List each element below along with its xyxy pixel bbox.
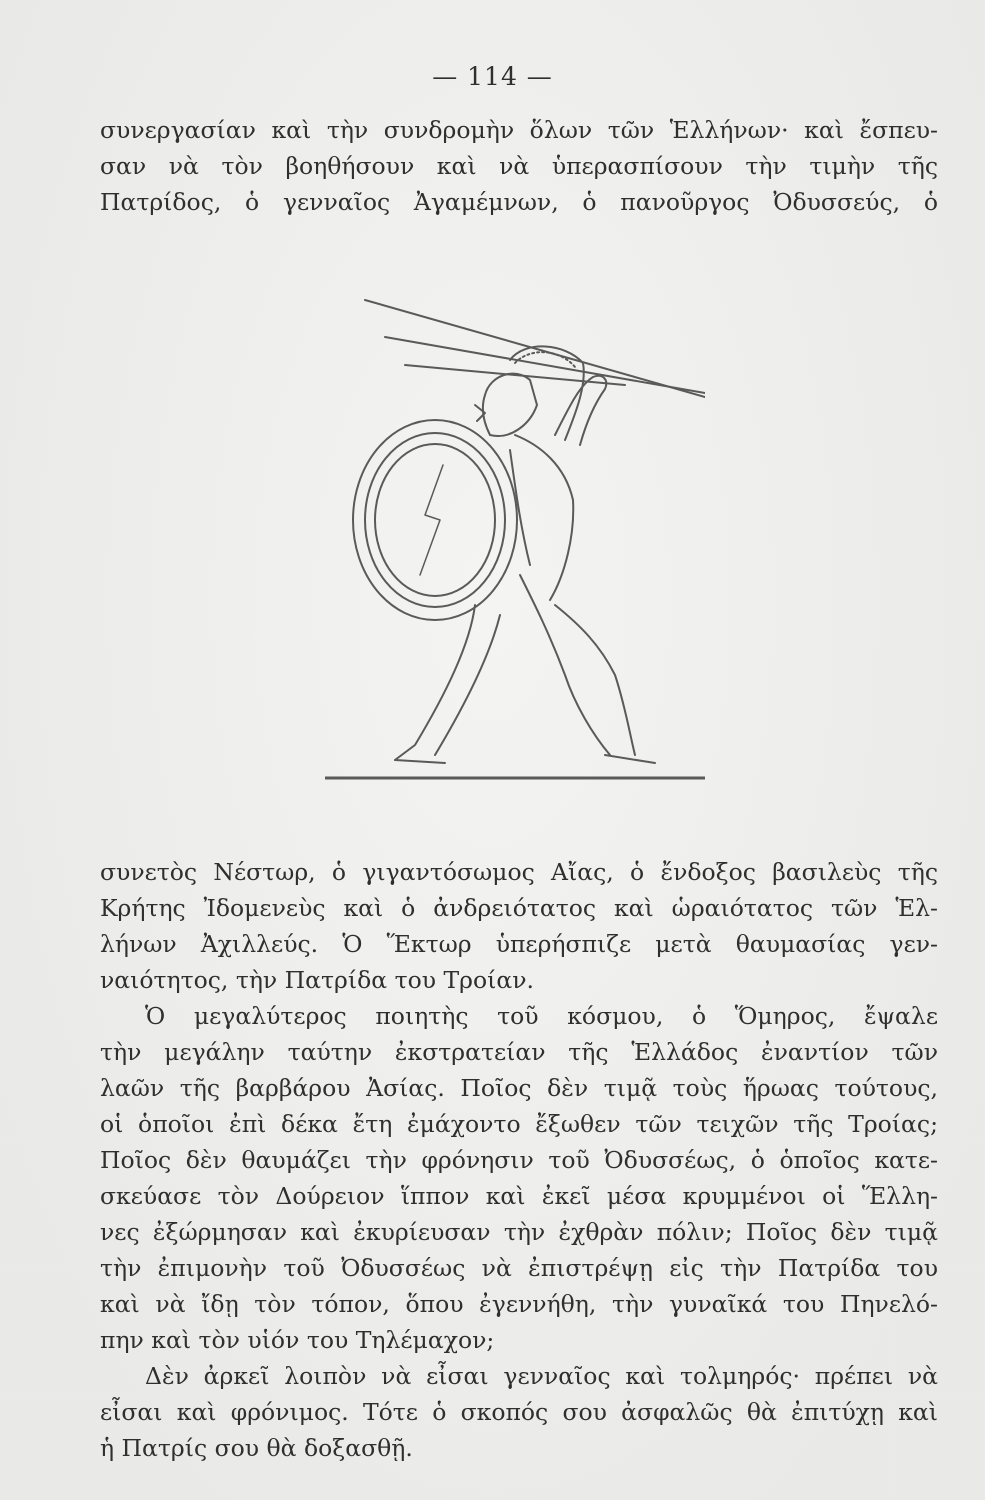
top-paragraph [100, 112, 938, 220]
text-line: καὶ νὰ ἴδῃ τὸν τόπον, ὅπου ἐγεννήθη, τὴν γυναῖκά του Πηνελό- [100, 1290, 938, 1318]
text-line: νες ἐξώρμησαν καὶ ἐκυρίευσαν τὴν ἐχθρὰν πόλιν; Ποῖος δὲν τιμᾷ [100, 1218, 938, 1246]
text-line: λαῶν τῆς βαρβάρου Ἀσίας. Ποῖος δὲν τιμᾷ τοὺς ἥρωας τούτους, [100, 1074, 938, 1102]
text-line: λήνων Ἀχιλλεύς. Ὁ Ἕκτωρ ὑπερήσπιζε μετὰ θαυμασίας γεν- [100, 930, 938, 958]
text-line: τὴν μεγάλην ταύτην ἐκστρατείαν τῆς Ἑλλάδος ἐναντίον τῶν [100, 1038, 938, 1066]
text-line: συνεργασίαν καὶ τὴν συνδρομὴν ὅλων τῶν Ἑλλήνων· καὶ ἔσπευ- [100, 116, 938, 144]
text-line: πην καὶ τὸν υἱόν του Τηλέμαχον; [100, 1326, 495, 1354]
text-line: τὴν ἐπιμονὴν τοῦ Ὀδυσσέως νὰ ἐπιστρέψῃ εἰς τὴν Πατρίδα του [100, 1254, 938, 1282]
page-number: — 114 — [432, 62, 553, 91]
text-line: Δὲν ἀρκεῖ λοιπὸν νὰ εἶσαι γενναῖος καὶ τολμηρός· πρέπει νὰ [145, 1362, 938, 1390]
text-line: ἡ Πατρίς σου θὰ δοξασθῇ. [100, 1434, 413, 1462]
bottom-text [100, 854, 938, 1466]
text-line: εἶσαι καὶ φρόνιμος. Τότε ὁ σκοπός σου ἀσφαλῶς θὰ ἐπιτύχῃ καὶ [100, 1398, 938, 1426]
text-line: σαν νὰ τὸν βοηθήσουν καὶ νὰ ὑπερασπίσουν τὴν τιμὴν τῆς [100, 152, 938, 180]
text-line: Κρήτης Ἰδομενεὺς καὶ ὁ ἀνδρειότατος καὶ ὡραιότατος τῶν Ἑλ- [100, 894, 938, 922]
text-line: ναιότητος, τὴν Πατρίδα του Τροίαν. [100, 966, 534, 994]
warrior-illustration [325, 285, 705, 785]
text-line: Πατρίδος, ὁ γενναῖος Ἀγαμέμνων, ὁ πανοῦργος Ὀδυσσεύς, ὁ [100, 188, 938, 216]
text-line: οἱ ὁποῖοι ἐπὶ δέκα ἔτη ἐμάχοντο ἔξωθεν τῶν τειχῶν τῆς Τροίας; [100, 1110, 938, 1138]
text-line: Ὁ μεγαλύτερος ποιητὴς τοῦ κόσμου, ὁ Ὅμηρος, ἔψαλε [145, 1002, 938, 1030]
text-line: σκεύασε τὸν Δούρειον ἵππον καὶ ἐκεῖ μέσα κρυμμένοι οἱ Ἕλλη- [100, 1182, 938, 1210]
text-line: συνετὸς Νέστωρ, ὁ γιγαντόσωμος Αἴας, ὁ ἔνδοξος βασιλεὺς τῆς [100, 858, 938, 886]
greek-warrior-icon [325, 285, 705, 785]
text-line: Ποῖος δὲν θαυμάζει τὴν φρόνησιν τοῦ Ὀδυσσέως, ὁ ὁποῖος κατε- [100, 1146, 938, 1174]
